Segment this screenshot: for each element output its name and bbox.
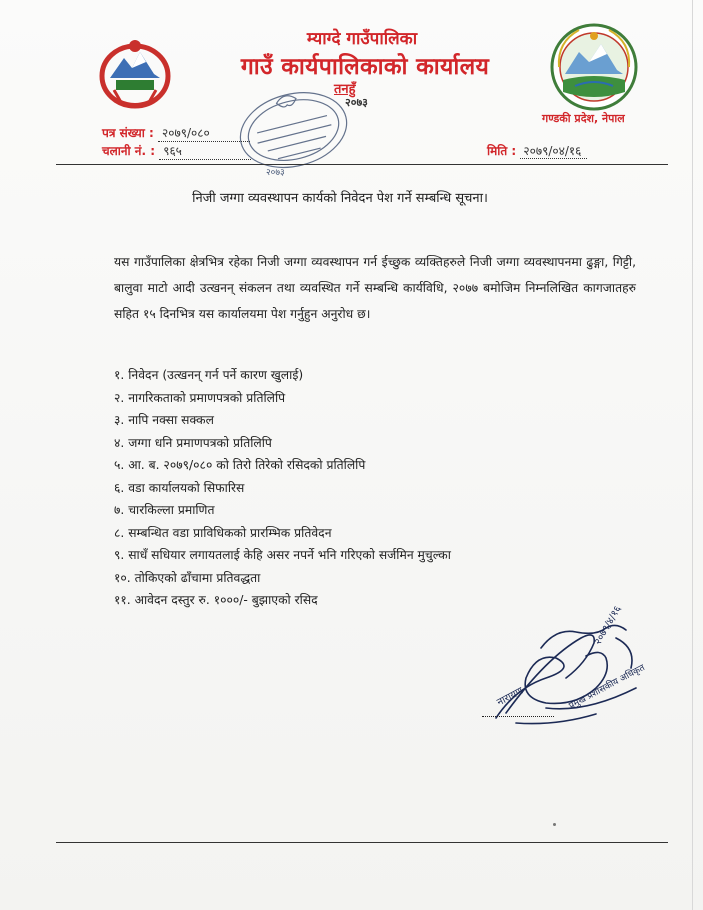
office-name: म्याग्दे गाउँपालिका [306,29,418,49]
date-row [487,142,587,159]
list-item: २. नागरिकताको प्रमाणपत्रको प्रतिलिपि [114,390,286,405]
district-name: तनहुँ [334,82,356,97]
nepal-emblem-icon [96,34,174,114]
list-item: ८. सम्बन्धित वडा प्राविधिकको प्रारम्भिक प्रतिवेदन [114,525,332,540]
province-name: गण्डकी प्रदेश, नेपाल [542,112,625,125]
ref-number-label: पत्र संख्या : [102,126,154,140]
dispatch-number-label: चलानी नं. : [102,144,156,158]
list-item: १०. तोकिएको ढाँचामा प्रतिवद्धता [114,570,261,585]
header-divider [56,164,668,165]
signatory-name: नारायण [495,685,526,709]
paper-spot [553,823,556,826]
list-item: ३. नापि नक्सा सक्कल [114,413,214,427]
ref-number-value: २०७९/०८० [158,124,250,142]
signature-date: २०७९/४/१६ [592,604,624,647]
list-item: ४. जग्गा धनि प्रमाणपत्रको प्रतिलिपि [114,435,272,450]
list-item: ६. वडा कार्यालयको सिफारिस [114,480,245,495]
signature-line [482,716,554,717]
list-item: १. निवेदन (उत्खनन् गर्न पर्ने कारण खुलाई) [114,368,304,382]
requirements-list [114,364,594,612]
established-year: २०७३ [345,96,368,109]
dispatch-number-value: ९६५ [159,142,251,160]
stamp-year: २०७३ [266,168,285,178]
list-item: ५. आ. ब. २०७९/०८० को तिरो तिरेको रसिदको प्रतिलिपि [114,458,366,472]
list-item: ९. साधँ सधियार लगायतलाई केहि असर नपर्ने भनि गरिएको सर्जमिन मुचुल्का [114,548,451,562]
list-item: ११. आवेदन दस्तुर रु. १०००/- बुझाएको रसिद [114,593,318,607]
date-label: मिति : [487,144,517,158]
notice-body-paragraph: यस गाउँपालिका क्षेत्रभित्र रहेका निजी जग्गा व्यवस्थापन गर्न ईच्छुक व्यक्तिहरुले निजी जग्गा व्यवस्थापनमा ढुङ्गा, गिट्टी, बालुवा माटो आदी उत्खनन् संकलन तथा व्यवस्थित गर्ने सम्बन्धि कार्यविधि, २०७७ बमोजिम निम्नलिखित कागजातहरु सहित १५ दिनभित्र यस कार्यालयमा पेश गर्नुहुन अनुरोध छ। [114,255,636,321]
office-title: गाउँ कार्यपालिकाको कार्यालय [240,54,490,80]
footer-divider [56,842,668,843]
ref-number-row [102,124,250,142]
list-item: ७. चारकिल्ला प्रमाणित [114,503,215,517]
date-value: २०७९/०४/१६ [520,144,587,159]
signatory-designation: प्रमुख प्रशासकीय अधिकृत [567,662,647,712]
notice-subject: निजी जग्गा व्यवस्थापन कार्यको निवेदन पेश गर्ने सम्बन्धि सूचना। [192,191,488,206]
dispatch-number-row [102,142,251,160]
page-edge [692,0,693,910]
municipality-seal-icon [549,22,639,112]
